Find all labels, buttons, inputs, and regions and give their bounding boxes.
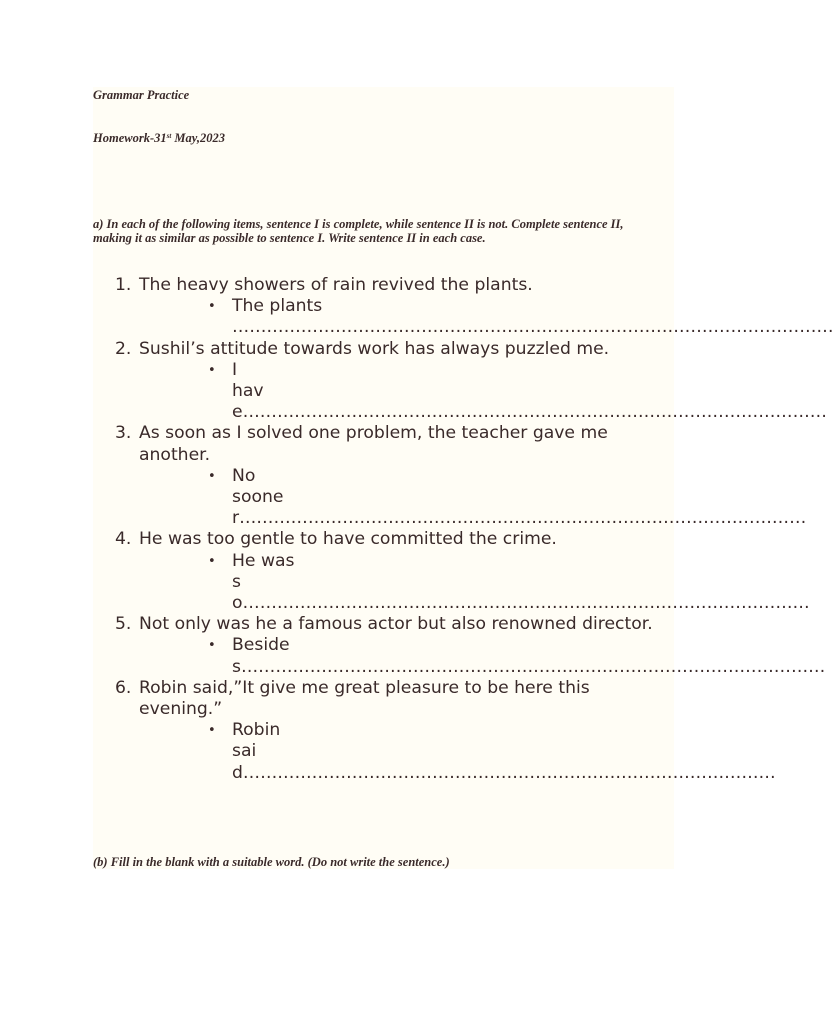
item-number: 4. — [115, 529, 132, 550]
item-number: 3. — [115, 423, 132, 444]
bullet-icon: • — [208, 299, 216, 315]
sentence-two-prompt: Robin — [232, 720, 281, 741]
sentence-two — [139, 550, 810, 615]
sentence-two — [139, 720, 776, 784]
exercise-item — [93, 275, 834, 339]
sentence-one: He was too gentle to have committed the crime. — [139, 529, 557, 550]
bullet-icon: • — [208, 553, 216, 569]
sentence-one: Sushil’s attitude towards work has always puzzled me. — [139, 338, 610, 359]
sentence-two-prompt: I — [232, 359, 238, 380]
fill-in-blank: …………………………………………………………………………………………… — [232, 317, 834, 338]
fill-in-blank: so……………………………………………………………………………………… — [232, 571, 810, 614]
section-b-instruction: (b) Fill in the blank with a suitable word. (Do not write the sentence.) — [93, 855, 450, 869]
sentence-two — [139, 465, 807, 530]
homework-date — [93, 131, 225, 145]
exercise-item — [93, 677, 776, 784]
fill-in-blank: Besides………………………………………………………………………………………… — [232, 635, 826, 677]
fill-in-blank: said………………………………………………………………………………… — [232, 741, 776, 783]
exercise-list — [93, 275, 834, 784]
exercise-item — [93, 423, 807, 529]
bullet-icon: • — [208, 362, 216, 378]
sentence-two-prompt: No — [232, 465, 256, 486]
sentence-one: Robin said,”It give me great pleasure to be here this evening.” — [139, 677, 590, 720]
sentence-two-prompt: He was — [232, 550, 295, 571]
item-number: 6. — [115, 677, 132, 698]
bullet-icon: • — [208, 468, 216, 484]
page-title: Grammar Practice — [93, 88, 190, 102]
fill-in-blank: have………………………………………………………………………………………… — [232, 381, 827, 423]
homework-sup: st — [166, 132, 172, 140]
item-number: 5. — [115, 614, 132, 635]
sentence-two — [139, 635, 826, 677]
bullet-icon: • — [208, 723, 216, 739]
sentence-two-prompt: The plants — [232, 296, 323, 317]
exercise-item — [93, 338, 827, 424]
sentence-two — [139, 359, 827, 424]
sentence-one: Not only was he a famous actor but also renowned director. — [139, 614, 653, 635]
sentence-one: As soon as I solved one problem, the teacher gave me another. — [139, 423, 608, 465]
exercise-item — [93, 614, 826, 678]
section-a-instruction: a) In each of the following items, sentence I is complete, while sentence II is not. Complete sentence II, making it as similar as possible to sentence I. Write sentence II in each case. — [93, 217, 624, 245]
fill-in-blank: sooner……………………………………………………………………………………… — [232, 487, 807, 529]
homework-prefix: Homework-31 — [93, 131, 167, 145]
bullet-icon: • — [208, 638, 216, 654]
homework-suffix: May,2023 — [171, 131, 225, 145]
exercise-item — [93, 529, 810, 614]
sentence-one: The heavy showers of rain revived the plants. — [139, 275, 533, 295]
item-number: 1. — [115, 275, 132, 295]
sentence-two — [139, 296, 834, 338]
item-number: 2. — [115, 338, 132, 359]
